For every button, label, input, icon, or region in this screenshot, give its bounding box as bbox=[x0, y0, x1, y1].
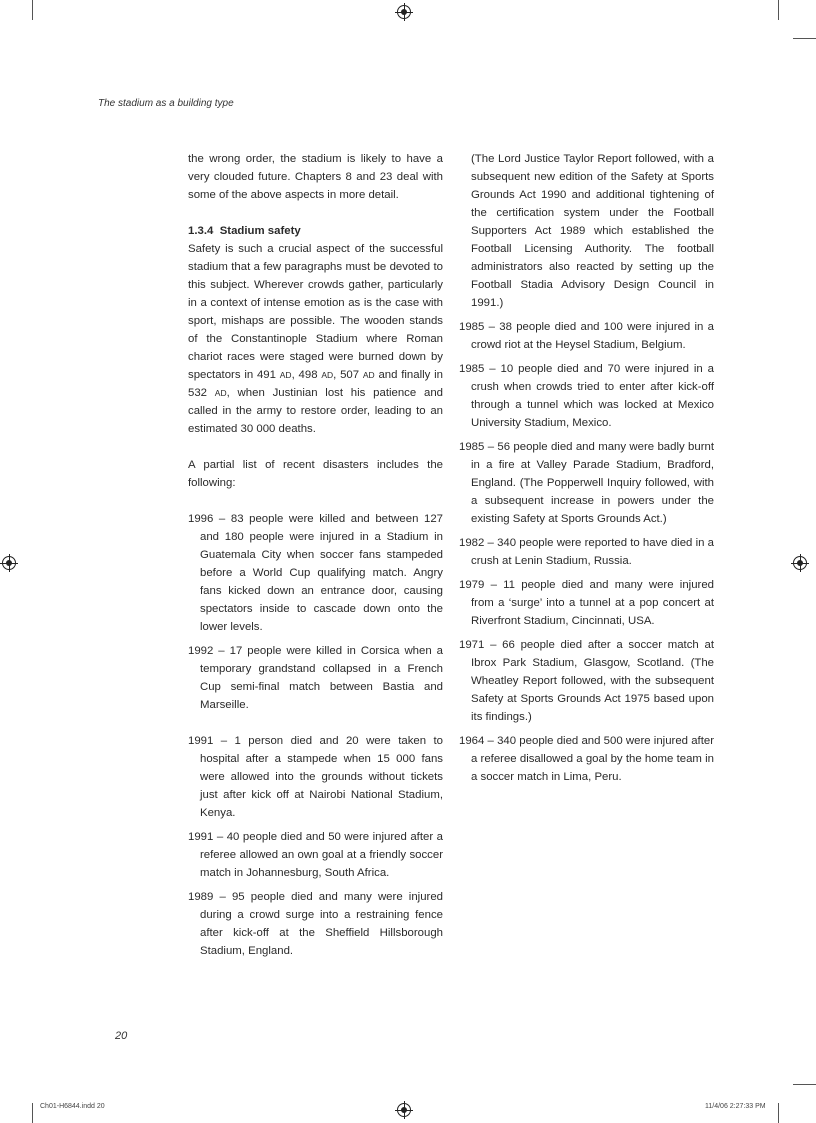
section-heading bbox=[188, 222, 443, 240]
list-item: 1989 – 95 people died and many were injured during a crowd surge into a restraining fence after kick-off at the Sheffield Hillsborough Stadium, England. bbox=[188, 891, 443, 957]
crop-mark bbox=[32, 1103, 33, 1123]
section-title: Stadium safety bbox=[219, 225, 301, 237]
slug-filename: Ch01-H6844.indd 20 bbox=[40, 1103, 105, 1110]
registration-mark-icon bbox=[397, 1103, 411, 1117]
slug-timestamp: 11/4/06 2:27:33 PM bbox=[705, 1103, 766, 1110]
partial-list-intro: A partial list of recent disasters includes the following: bbox=[188, 459, 443, 489]
registration-mark-icon bbox=[397, 5, 411, 19]
list-item: 1964 – 340 people died and 500 were injured after a referee disallowed a goal by the home team in a soccer match in Lima, Peru. bbox=[459, 735, 714, 783]
list-item: 1971 – 66 people died after a soccer match at Ibrox Park Stadium, Glasgow, Scotland. (The Wheatley Report followed, with the subsequent Safety at Sports Grounds Act 1975 based upon its findings.) bbox=[459, 639, 714, 723]
right-column bbox=[459, 150, 714, 786]
page-number: 20 bbox=[115, 1030, 128, 1042]
continuation-paragraph: (The Lord Justice Taylor Report followed, with a subsequent new edition of the Safety at Sports Grounds Act 1990 and additional tightening of the certification system under the Football Supporters Act 1989 which established the Football Licensing Authority. The football administrators also reacted by setting up the Football Stadia Advisory Design Council in 1991.) bbox=[471, 153, 714, 309]
list-item: 1991 – 1 person died and 20 were taken to hospital after a stampede when 15 000 fans were allowed into the grounds without tickets just after kick off at Nairobi National Stadium, Kenya. bbox=[188, 735, 443, 819]
list-item: 1979 – 11 people died and many were injured from a ‘surge’ into a tunnel at a pop concert at Riverfront Stadium, Cincinnati, USA. bbox=[459, 579, 714, 627]
registration-mark-icon bbox=[793, 556, 807, 570]
running-head: The stadium as a building type bbox=[98, 98, 234, 109]
left-column bbox=[188, 150, 443, 960]
safety-paragraph: Safety is such a crucial aspect of the successful stadium that a few paragraphs must be devoted to this subject. Wherever crowds gather, particularly in a context of intense emotion as is the case with sport, mishaps are possible. The wooden stands of the Constantinople Stadium where Roman chariot races were staged were burned down by spectators in 491 AD, 498 AD, 507 AD and finally in 532 AD, when Justinian lost his patience and called in the army to restore order, leading to an estimated 30 000 deaths. bbox=[188, 243, 444, 435]
intro-paragraph: the wrong order, the stadium is likely to have a very clouded future. Chapters 8 and 23 deal with some of the above aspects in more detail. bbox=[188, 153, 443, 201]
list-item: 1982 – 340 people were reported to have died in a crush at Lenin Stadium, Russia. bbox=[459, 537, 714, 567]
list-item: 1992 – 17 people were killed in Corsica when a temporary grandstand collapsed in a French Cup semi-final match between Bastia and Marseille. bbox=[188, 645, 443, 711]
crop-mark bbox=[793, 38, 816, 39]
section-number: 1.3.4 bbox=[188, 225, 214, 237]
crop-mark bbox=[32, 0, 33, 20]
list-item: 1985 – 38 people died and 100 were injured in a crowd riot at the Heysel Stadium, Belgium. bbox=[459, 321, 714, 351]
list-item: 1991 – 40 people died and 50 were injured after a referee allowed an own goal at a friendly soccer match in Johannesburg, South Africa. bbox=[188, 831, 443, 879]
list-item: 1996 – 83 people were killed and between 127 and 180 people were injured in a Stadium in Guatemala City when soccer fans stampeded before a World Cup qualifying match. Angry fans kicked down an entrance door, causing spectators inside to cascade down onto the lower levels. bbox=[188, 513, 443, 633]
list-item: 1985 – 10 people died and 70 were injured in a crush when crowds tried to enter after kick-off through a tunnel which was locked at Mexico University Stadium, Mexico. bbox=[459, 363, 714, 429]
crop-mark bbox=[793, 1084, 816, 1085]
crop-mark bbox=[778, 0, 779, 20]
crop-mark bbox=[778, 1103, 779, 1123]
list-item: 1985 – 56 people died and many were badly burnt in a fire at Valley Parade Stadium, Bradford, England. (The Popperwell Inquiry followed, with a subsequent increase in powers under the existing Safety at Sports Grounds Act.) bbox=[459, 441, 714, 525]
registration-mark-icon bbox=[2, 556, 16, 570]
